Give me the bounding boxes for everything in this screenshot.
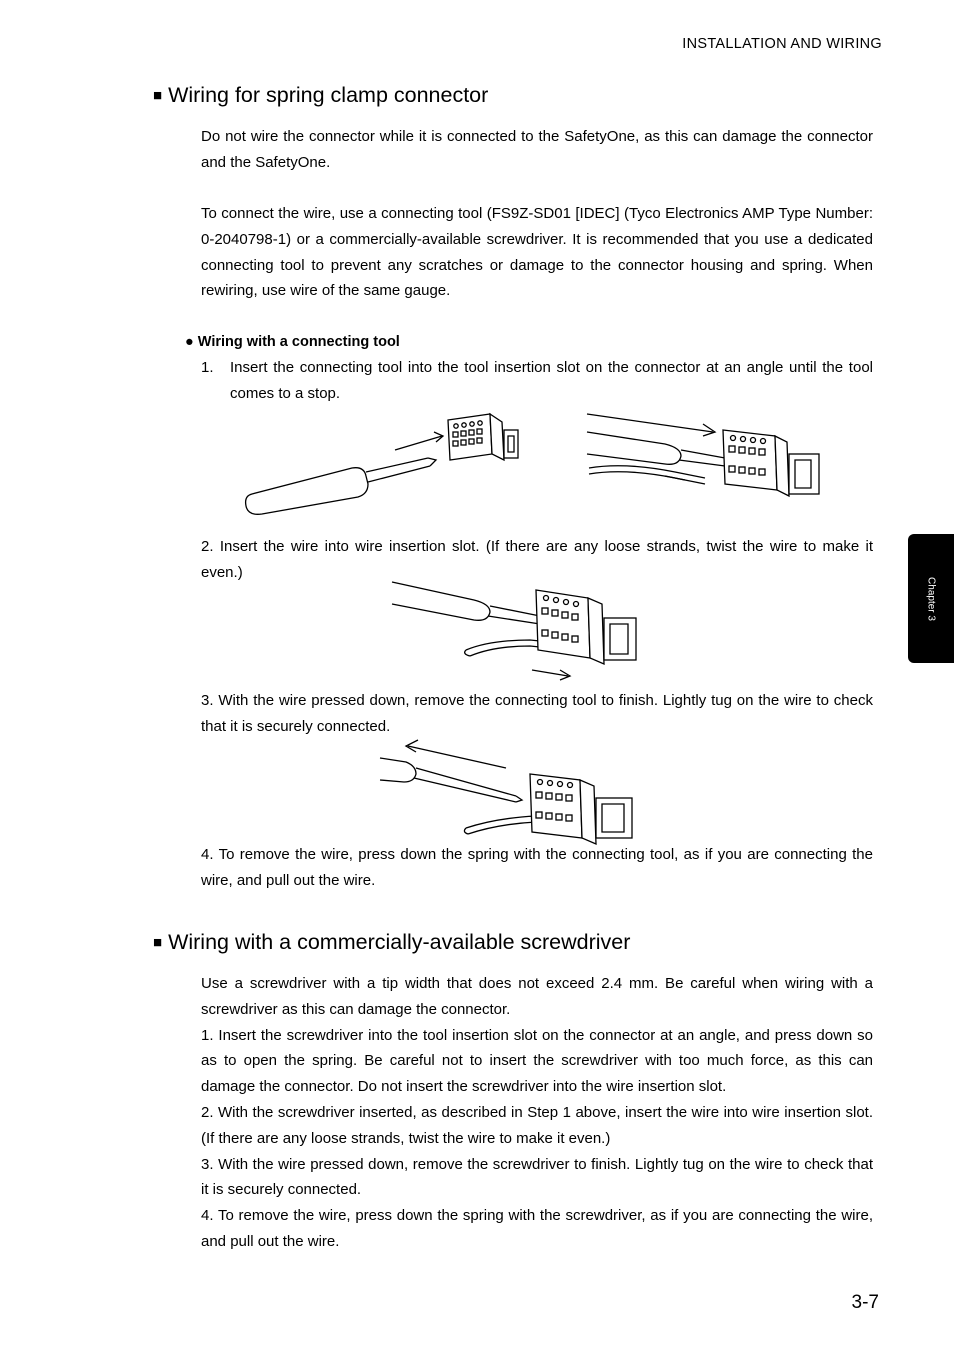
step-number: 1.	[201, 359, 214, 376]
step-2-connecting-tool: 2. Insert the wire into wire insertion slot. (If there are any loose strands, twist the wire to make it even.)	[201, 538, 873, 581]
screwdriver-para: Use a screwdriver with a tip width that does not exceed 2.4 mm. Be careful when wiring with a screwdriver as this can damage the connector.	[201, 975, 873, 1018]
screwdriver-step-2: 2. With the screwdriver inserted, as described in Step 1 above, insert the wire into wire insertion slot. (If there are any loose strands, twist the wire to make it even.)	[201, 1103, 873, 1147]
intro-paragraph-2: To connect the wire, use a connecting tool (FS9Z-SD01 [IDEC] (Tyco Electronics AMP Type Number: 0-2040798-1) or a commercially-available screwdriver. It is recommended that you use a dedicated connecting tool to prevent any scratches or damage to the connector housing and spring. When rewiring, use wire of the same gauge.	[201, 205, 873, 300]
chapter-side-tab	[908, 534, 954, 663]
page-number: 3-7	[851, 1292, 879, 1313]
figure-wire-insertion	[390, 578, 645, 682]
screwdriver-step-1: 1. Insert the screwdriver into the tool insertion slot on the connector at an angle, and press down so as to open the spring. Be careful not to insert the screwdriver with too much force, as this can damage the connector. Do not insert the screwdriver into the wire insertion slot.	[201, 1026, 873, 1096]
connecting-tool-illustration	[380, 758, 522, 802]
insertion-arrow	[395, 432, 443, 450]
heading-bullet: ■	[153, 87, 163, 104]
section-heading-screwdriver	[153, 929, 630, 958]
connector-illustration	[723, 430, 819, 496]
screwdriver-intro-paragraph	[201, 971, 873, 1255]
connector-illustration	[536, 590, 636, 664]
connecting-tool-illustration	[587, 432, 725, 466]
figure-tool-approach	[240, 408, 530, 520]
step-4-connecting-tool: 4. To remove the wire, press down the spring with the connecting tool, as if you are connecting the wire, and pull out the wire.	[201, 846, 873, 889]
screwdriver-step-3: 3. With the wire pressed down, remove the screwdriver to finish. Lightly tug on the wire to check that it is securely connected.	[201, 1155, 873, 1199]
connector-illustration	[530, 774, 632, 844]
intro-paragraph-1: Do not wire the connector while it is connected to the SafetyOne, as this can damage the connector and the SafetyOne.	[201, 128, 873, 171]
figure-tool-inserted	[585, 410, 835, 502]
wire-direction-arrow	[532, 670, 570, 680]
running-header: INSTALLATION AND WIRING	[682, 36, 882, 52]
heading-text: Wiring with a commercially-available screwdriver	[168, 930, 631, 954]
connecting-tool-illustration	[392, 582, 540, 624]
section-heading-spring-clamp	[153, 82, 488, 111]
insertion-arrow	[587, 414, 715, 436]
chapter-tab-label: Chapter 3	[925, 576, 937, 621]
screwdriver-step-4: 4. To remove the wire, press down the spring with the screwdriver, as if you are connecting the wire, and pull out the wire.	[201, 1207, 873, 1250]
subheading-connecting-tool: ● Wiring with a connecting tool	[185, 334, 400, 350]
step-1-connecting-tool	[201, 355, 873, 407]
removal-arrow	[406, 740, 506, 768]
heading-bullet: ■	[153, 934, 163, 951]
connector-illustration	[448, 414, 518, 460]
heading-text: Wiring for spring clamp connector	[168, 83, 489, 107]
connecting-tool-illustration	[246, 458, 436, 514]
figure-tool-removal	[376, 740, 646, 844]
wire-illustration	[589, 466, 705, 484]
step-text: Insert the connecting tool into the tool insertion slot on the connector at an angle until the tool comes to a stop.	[230, 359, 873, 402]
step-3-connecting-tool: 3. With the wire pressed down, remove the connecting tool to finish. Lightly tug on the wire to check that it is securely connected.	[201, 692, 873, 735]
